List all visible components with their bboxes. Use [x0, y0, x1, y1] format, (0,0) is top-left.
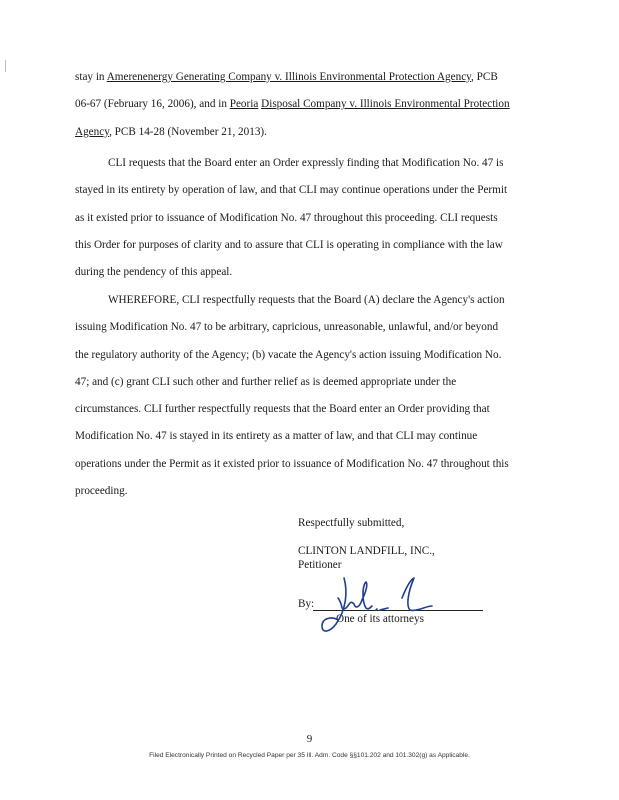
text-line: during the pendency of this appeal. [75, 266, 233, 279]
text-line: proceeding. [75, 485, 128, 498]
text-line: the regulatory authority of the Agency; (b) vacate the Agency's action issuing Modification No. [75, 348, 502, 361]
case-citation: Peoria [229, 98, 259, 111]
text-line: 06-67 (February 16, 2006), and in Peoria Disposal Company v. Illinois Environmental Protection [75, 98, 510, 111]
signature-ink [322, 578, 432, 631]
signer-title: One of its attorneys [336, 613, 424, 625]
paragraph-wherefore [75, 287, 525, 505]
paragraph-request [75, 150, 525, 286]
text-line: stay in Amerenenergy Generating Company v. Illinois Environmental Protection Agency, PCB [75, 71, 498, 83]
party-role: Petitioner [298, 559, 342, 571]
text-line: Agency, PCB 14-28 (November 21, 2013). [75, 125, 267, 138]
by-label: By: [298, 598, 315, 610]
text-line: this Order for purposes of clarity and to assure that CLI is operating in compliance with the law [75, 238, 503, 251]
filing-footer: Filed Electronically Printed on Recycled Paper per 35 Ill. Adm. Code §§101.202 and 101.302(g) as Applicable. [149, 752, 470, 759]
text-line: CLI requests that the Board enter an Order expressly finding that Modification No. 47 is [108, 157, 504, 169]
text-line: operations under the Permit as it existed prior to issuance of Modification No. 47 throughout this [75, 457, 509, 470]
text-line: as it existed prior to issuance of Modification No. 47 throughout this proceeding. CLI requests [75, 211, 498, 224]
text-line: Modification No. 47 is stayed in its entirety as a matter of law, and that CLI may continue [75, 430, 478, 443]
handwritten-signature [310, 572, 440, 640]
margin-mark [5, 60, 6, 72]
text-line: WHEREFORE, CLI respectfully requests that the Board (A) declare the Agency's action [108, 294, 505, 306]
text-line: stayed in its entirety by operation of law, and that CLI may continue operations under the Permit [75, 184, 508, 197]
case-citation: Disposal Company v. Illinois Environmental Protection [261, 98, 510, 111]
page-number: 9 [306, 733, 313, 745]
closing-text: Respectfully submitted, [298, 517, 405, 529]
paragraph-citation [75, 64, 525, 146]
case-citation: Agency [75, 125, 110, 138]
text-line: 47; and (c) grant CLI such other and further relief as is deemed appropriate under the [75, 375, 457, 388]
text-line: issuing Modification No. 47 to be arbitrary, capricious, unreasonable, unlawful, and/or beyond [75, 321, 499, 334]
case-citation: Amerenenergy Generating Company v. Illinois Environmental Protection Agency [106, 71, 472, 83]
company-name: CLINTON LANDFILL, INC., [298, 545, 435, 557]
text-line: circumstances. CLI further respectfully requests that the Board enter an Order providing that [75, 403, 490, 416]
